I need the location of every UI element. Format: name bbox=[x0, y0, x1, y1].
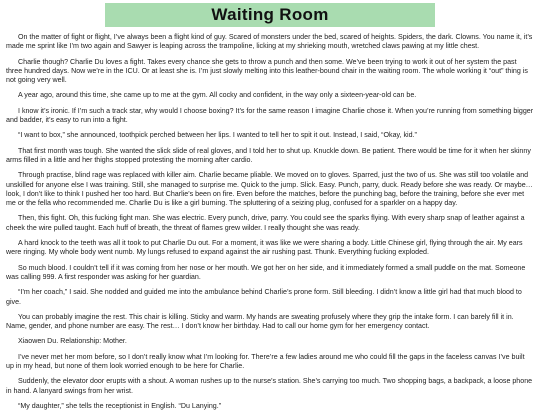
story-paragraph: A hard knock to the teeth was all it took to put Charlie Du out. For a moment, it was like we were sharing a body. Little Chinese girl, flying through the air. My ears were ringing. My whole body went numb. My lungs refused to expand against the air rushing past. Thunk. Everything fucking exploded. bbox=[6, 239, 523, 257]
story-paragraph: “My daughter,” she tells the receptionist in English. “Du Lanying.” bbox=[18, 401, 222, 410]
story-paragraph: “I want to box,” she announced, toothpick perched between her lips. I wanted to tell her to spit it out. Instead, I said, “Okay, kid.” bbox=[18, 131, 417, 140]
story-paragraph: “I’m her coach,” I said. She nodded and guided me into the ambulance behind Charlie’s prone form. Still bleeding. I didn’t know a little girl had that much blood to give. bbox=[6, 288, 522, 306]
story-paragraph: I know it’s ironic. If I’m such a track star, why would I choose boxing? It’s for the same reason I imagine Charlie chose it. When you’re running from something bigger and badder, it’s easy to run into a fight. bbox=[6, 106, 534, 125]
story-paragraph: Through practise, blind rage was replaced with killer aim. Charlie became pliable. We moved on to gloves. Sparred, just the two of us. She was still too volatile and unskilled for anyone else I was training. Still, she managed to surprise me. Quick to the jump. Slick. Easy. Punch, parry, duck. Ready before she was ready. Or maybe… look, I don’t like to think I pushed her too hard. But Charlie’s been on fire. Even before the matches, before the punching bag, before the training, before she ever met me or the fella who recommended me. Charlie Du is like a girl burning. The spluttering of a seizing plug, confused for a sparkler on a happy day. bbox=[6, 171, 533, 208]
story-body bbox=[6, 33, 534, 411]
story-paragraph: You can probably imagine the rest. This chair is killing. Sticky and warm. My hands are sweating profusely where they grip the intake form. I can barely fill it in. Name, gender, and phone number are easy. The rest… I don’t know her birthday. Had to call our home gym for her emergency contact. bbox=[6, 312, 514, 331]
story-paragraph: Suddenly, the elevator door erupts with a shout. A woman rushes up to the nurse’s station. She’s carrying too much. Two shopping bags, a backpack, a loose phone in hand. A lanyard swings from her wrist. bbox=[6, 377, 533, 395]
story-paragraph: So much blood. I couldn’t tell if it was coming from her nose or her mouth. We got her on her side, and it immediately formed a small puddle on the mat. Someone was calling 999. A first responder was asking for her guardian. bbox=[6, 263, 526, 281]
story-paragraph: On the matter of fight or flight, I’ve always been a flight kind of guy. Scared of monsters under the bed, scared of heights. Spiders, the dark. Clowns. You name it, it’s made me sprint like I’m two again and Sawyer is leaping across the trampoline, licking at my shrieking mouth, wretched claws pawing at my little chest. bbox=[6, 33, 533, 51]
story-paragraph: I’ve never met her mom before, so I don’t really know what I’m looking for. There’re a few ladies around me who could fill the gaps in the faceless canvas I’ve built up in my head, but none of them look worried enough to be here for Charlie. bbox=[6, 352, 525, 371]
story-paragraph: A year ago, around this time, she came up to me at the gym. All cocky and confident, in the way only a sixteen-year-old can be. bbox=[18, 91, 417, 100]
story-paragraph: Then, this fight. Oh, this fucking fight man. She was electric. Every punch, drive, parry. You could see the sparks flying. With every sharp snap of leather against a cheek the wire pulled taught. Each huff of breath, the threat of flames grew wilder. I really thought she was ready. bbox=[6, 214, 525, 232]
story-paragraph: Xiaowen Du. Relationship: Mother. bbox=[18, 337, 127, 346]
story-paragraph: That first month was tough. She wanted the slick slide of real gloves, and I told her to shut up. Knuckle down. Be patient. There would be time for it when her skinny arms filled in a little and her thighs stopped protesting the morning after cardio. bbox=[6, 146, 531, 164]
story-paragraph: Charlie though? Charlie Du loves a fight. Takes every chance she gets to throw a punch and then some. We’ve been trying to work it out of her system the past three hundred days. Now we’re in the ICU. Or at least she is. I’m just slowly melting into this leather-bound chair in the waiting room. The whole working it “out” thing is not going very well. bbox=[6, 57, 528, 85]
page-title: Waiting Room bbox=[211, 5, 329, 24]
title-banner bbox=[105, 3, 435, 27]
